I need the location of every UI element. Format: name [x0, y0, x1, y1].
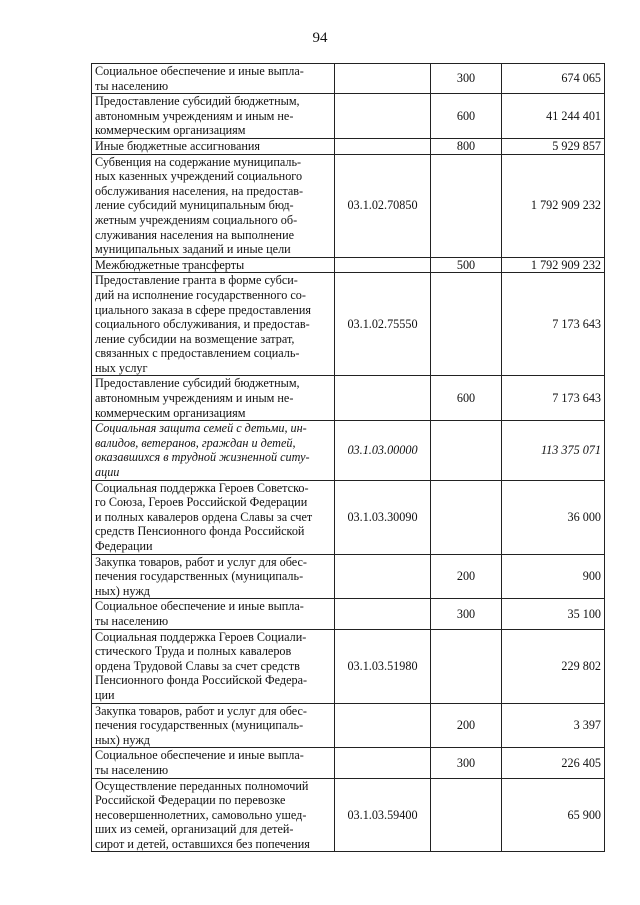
row-kvr	[431, 154, 502, 257]
table-row	[92, 703, 605, 748]
row-name: Предоставление гранта в форме субси- дий на исполнение государственного со- циального заказа в сфере предоставления социального обслуживания, и предостав- ление субсидии на возмещение затрат, связанных с предоставлением социаль- ных услуг	[92, 273, 335, 376]
row-name: Иные бюджетные ассигнования	[92, 138, 335, 154]
row-kvr: 200	[431, 703, 502, 748]
row-amount: 1 792 909 232	[502, 257, 605, 273]
table-row	[92, 629, 605, 703]
table-row	[92, 778, 605, 852]
row-name: Социальное обеспечение и иные выпла- ты населению	[92, 64, 335, 94]
row-kvr	[431, 421, 502, 480]
row-name: Осуществление переданных полномочий Российской Федерации по перевозке несовершеннолетних, самовольно ушед- ших из семей, организаций для детей- сирот и детей, оставшихся без попечения	[92, 778, 335, 852]
budget-table	[91, 63, 605, 852]
row-kvr: 600	[431, 94, 502, 139]
row-name: Социальное обеспечение и иные выпла- ты населению	[92, 599, 335, 629]
table-row	[92, 138, 605, 154]
row-name: Социальная поддержка Героев Советско- го Союза, Героев Российской Федерации и полных кавалеров ордена Славы за счет средств Пенсионного фонда Российской Федерации	[92, 480, 335, 554]
row-code	[335, 138, 431, 154]
row-code: 03.1.02.70850	[335, 154, 431, 257]
row-amount: 226 405	[502, 748, 605, 778]
row-kvr: 800	[431, 138, 502, 154]
row-amount: 7 173 643	[502, 273, 605, 376]
row-name: Социальная защита семей с детьми, ин- валидов, ветеранов, граждан и детей, оказавшихся в трудной жизненной ситу- ации	[92, 421, 335, 480]
table-row	[92, 94, 605, 139]
row-amount: 65 900	[502, 778, 605, 852]
row-amount: 41 244 401	[502, 94, 605, 139]
row-name: Закупка товаров, работ и услуг для обес- печения государственных (муниципаль- ных) нужд	[92, 703, 335, 748]
table-row	[92, 599, 605, 629]
row-amount: 674 065	[502, 64, 605, 94]
row-kvr: 500	[431, 257, 502, 273]
row-name: Закупка товаров, работ и услуг для обес- печения государственных (муниципаль- ных) нужд	[92, 554, 335, 599]
row-code: 03.1.03.51980	[335, 629, 431, 703]
row-code	[335, 599, 431, 629]
row-code	[335, 376, 431, 421]
row-kvr: 300	[431, 599, 502, 629]
row-amount: 113 375 071	[502, 421, 605, 480]
table-body	[92, 64, 605, 852]
row-amount: 5 929 857	[502, 138, 605, 154]
table-row	[92, 376, 605, 421]
row-amount: 35 100	[502, 599, 605, 629]
row-amount: 1 792 909 232	[502, 154, 605, 257]
row-code	[335, 703, 431, 748]
row-name: Предоставление субсидий бюджетным, автономным учреждениям и иным не- коммерческим организациям	[92, 376, 335, 421]
row-code	[335, 94, 431, 139]
row-code	[335, 554, 431, 599]
table-row	[92, 748, 605, 778]
table-row	[92, 64, 605, 94]
row-code: 03.1.03.30090	[335, 480, 431, 554]
row-code	[335, 748, 431, 778]
table-row	[92, 257, 605, 273]
row-amount: 3 397	[502, 703, 605, 748]
table-row	[92, 421, 605, 480]
row-name: Социальное обеспечение и иные выпла- ты населению	[92, 748, 335, 778]
row-amount: 900	[502, 554, 605, 599]
row-kvr	[431, 629, 502, 703]
row-name: Субвенция на содержание муниципаль- ных казенных учреждений социального обслуживания населения, на предостав- ление субсидий муниципальным бюд- жетным учреждениям социального об- служивания населения на выполнение муниципальных заданий и иные цели	[92, 154, 335, 257]
row-code	[335, 64, 431, 94]
row-amount: 7 173 643	[502, 376, 605, 421]
row-code: 03.1.02.75550	[335, 273, 431, 376]
row-code	[335, 257, 431, 273]
row-kvr: 200	[431, 554, 502, 599]
row-kvr: 300	[431, 64, 502, 94]
table-row	[92, 480, 605, 554]
row-amount: 229 802	[502, 629, 605, 703]
row-kvr	[431, 273, 502, 376]
row-kvr	[431, 778, 502, 852]
row-name: Предоставление субсидий бюджетным, автономным учреждениям и иным не- коммерческим организациям	[92, 94, 335, 139]
row-kvr: 300	[431, 748, 502, 778]
row-name: Социальная поддержка Героев Социали- стического Труда и полных кавалеров ордена Трудовой Славы за счет средств Пенсионного фонда Российской Федера- ции	[92, 629, 335, 703]
page-number: 94	[312, 30, 328, 46]
table-row	[92, 554, 605, 599]
row-name: Межбюджетные трансферты	[92, 257, 335, 273]
table-row	[92, 154, 605, 257]
row-kvr: 600	[431, 376, 502, 421]
table-row	[92, 273, 605, 376]
row-code: 03.1.03.59400	[335, 778, 431, 852]
row-code: 03.1.03.00000	[335, 421, 431, 480]
row-amount: 36 000	[502, 480, 605, 554]
row-kvr	[431, 480, 502, 554]
